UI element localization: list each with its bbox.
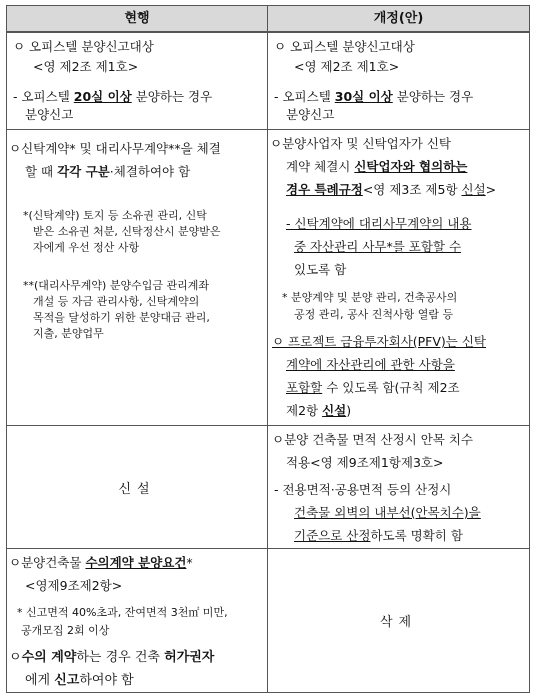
footnote-line: * 분양계약 및 분양 관리, 건축공사의	[282, 291, 458, 304]
text-line: 할 때 각각 구분·체결하여야 함	[25, 164, 191, 179]
text-line: 건축물 외벽의 내부선(안목치수)을	[294, 505, 481, 520]
text-line: 있도록 함	[294, 262, 347, 277]
text-line: ㅇ 프로젝트 금융투자회사(PFV)는 신탁	[272, 334, 487, 349]
text-line: ㅇ수의 계약하는 경우 건축 허가권자	[9, 650, 215, 665]
row1-revised-cell	[268, 32, 529, 129]
header-revised: 개정(안)	[268, 6, 529, 32]
comparison-table	[6, 5, 530, 693]
footnote-line: 지출, 분양업무	[33, 327, 104, 340]
text-line: ㅇ분양사업자 및 신탁업자가 신탁	[270, 136, 451, 151]
footnote-line: 개설 등 자금 관리사항, 신탁계약의	[33, 295, 200, 308]
text-line: <영 제2조 제1호>	[33, 59, 139, 74]
text-line: 기준으로 산정하도록 명확히 함	[294, 528, 463, 543]
text-line: - 신탁계약에 대리사무계약의 내용	[286, 216, 472, 231]
text-line: 적용<영 제9조제1항제3호>	[286, 455, 444, 470]
text-line: 포함할 수 있도록 함(규칙 제2조	[286, 380, 460, 395]
footnote-line: 공정 관리, 공사 진척사항 열람 등	[294, 308, 454, 321]
text-line: - 오피스텔 30실 이상 분양하는 경우	[274, 89, 474, 104]
footnote-line: 자에게 우선 정산 사항	[33, 241, 140, 254]
deleted-label: 삭제	[379, 615, 418, 630]
header-current: 현행	[7, 6, 268, 32]
row3-revised-cell	[268, 425, 529, 548]
text-line: - 오피스텔 20실 이상 분양하는 경우	[13, 89, 213, 104]
footnote-line: *(신탁계약) 토지 등 소유권 관리, 신탁	[23, 209, 207, 222]
new-provision-label: 신설	[118, 482, 156, 497]
text-line: ㅇ 오피스텔 분양신고대상	[13, 39, 154, 54]
text-line: <영 제2조 제1호>	[294, 59, 400, 74]
row4-current-cell	[7, 548, 268, 692]
text-line: 분양신고	[25, 107, 74, 122]
text-line: ㅇ 오피스텔 분양신고대상	[274, 39, 415, 54]
text-line: 제2항 신설)	[286, 403, 352, 418]
text-line: ㅇ분양 건축물 면적 산정시 안목 치수	[272, 432, 473, 447]
row3-current-cell	[7, 425, 268, 548]
row2-revised-cell	[268, 129, 529, 425]
row1-current-cell	[7, 32, 268, 129]
footnote-line: * 신고면적 40%초과, 잔여면적 3천㎡ 미만,	[17, 606, 228, 619]
text-line: ㅇ분양건축물 수의계약 분양요건*	[9, 555, 193, 570]
text-line: 계약 체결시 신탁업자와 협의하는	[286, 159, 468, 174]
row2-current-cell	[7, 129, 268, 425]
footnote-line: 공개모집 2회 이상	[21, 624, 110, 637]
text-line: <영제9조제2항>	[25, 578, 123, 593]
text-line: 계약에 자산관리에 관한 사항을	[286, 357, 455, 372]
row4-revised-cell	[268, 548, 529, 692]
footnote-line: **(대리사무계약) 분양수입금 관리계좌	[23, 279, 209, 292]
footnote-line: 받은 소유권 처분, 신탁정산시 분양받은	[33, 225, 221, 238]
footnote-line: 목적을 달성하기 위한 분양대금 관리,	[33, 311, 210, 324]
text-line: - 전용면적·공용면적 등의 산정시	[274, 482, 452, 497]
text-line: 중 자산관리 사무*를 포함할 수	[294, 239, 462, 254]
text-line: ㅇ신탁계약* 및 대리사무계약**을 체결	[9, 141, 221, 156]
text-line: 경우 특례규정<영 제3조 제5항 신설>	[286, 182, 497, 197]
text-line: 분양신고	[286, 107, 335, 122]
text-line: 에게 신고하여야 함	[25, 673, 134, 688]
